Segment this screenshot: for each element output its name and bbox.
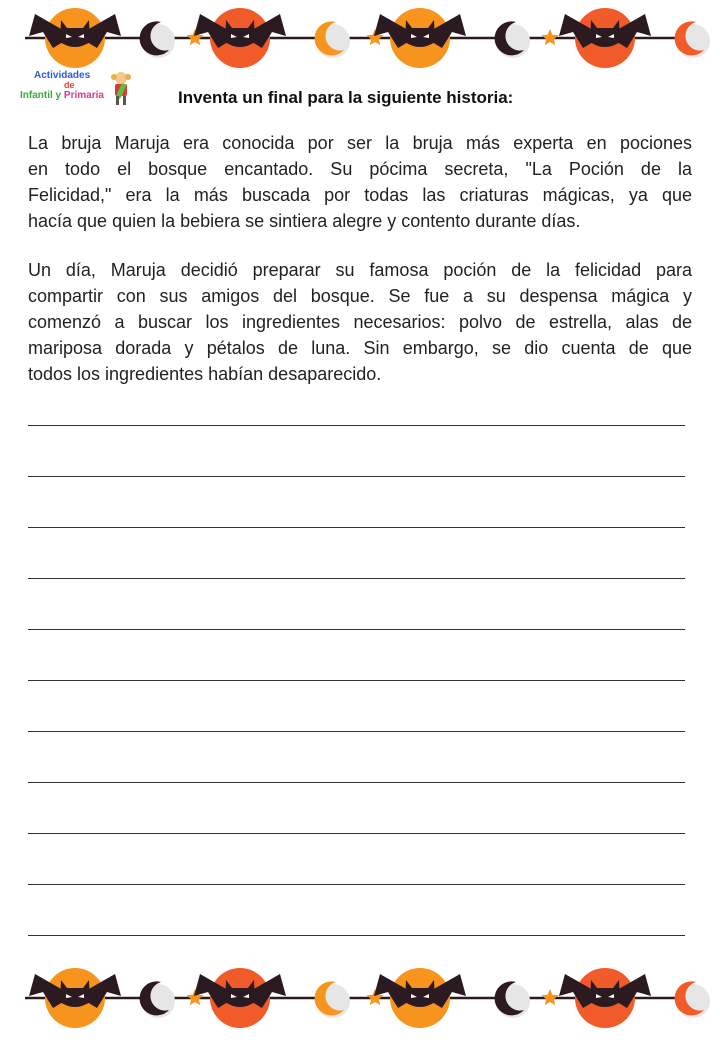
answer-line [28,680,685,681]
halloween-garland-bottom [0,960,720,1040]
crescent-moon-icon [140,21,175,58]
halloween-garland-top [0,0,720,80]
story-paragraph-2 [28,257,692,387]
answer-line [28,833,685,834]
logo-text-1: Actividades [34,70,91,81]
story-paragraph-1 [28,130,692,234]
answer-line [28,476,685,477]
story-line: comenzó a buscar los ingredientes necesarios: polvo de estrella, alas de [28,312,692,332]
answer-line [28,425,685,426]
crescent-moon-icon [675,21,710,58]
crescent-moon-icon [495,981,530,1018]
page-title: Inventa un final para la siguiente historia: [178,88,514,107]
answer-line [28,527,685,528]
answer-line [28,935,685,936]
logo-text-3: Infantil y Primaria [20,90,104,101]
crescent-moon-icon [315,981,350,1018]
answer-line [28,782,685,783]
answer-line [28,731,685,732]
answer-line [28,629,685,630]
story-line: hacía que quien la bebiera se sintiera alegre y contento durante días. [28,211,581,231]
crescent-moon-icon [675,981,710,1018]
star-icon [541,29,558,45]
answer-line [28,884,685,885]
story-line: compartir con sus amigos del bosque. Se fue a su despensa mágica y [28,286,692,306]
crescent-moon-icon [315,21,350,58]
crescent-moon-icon [140,981,175,1018]
logo-text-2: de [64,80,75,90]
child-mascot-icon [108,70,134,106]
story-line: Un día, Maruja decidió preparar su famosa poción de la felicidad para [28,260,692,280]
story-line: La bruja Maruja era conocida por ser la bruja más experta en pociones [28,133,692,153]
crescent-moon-icon [495,21,530,58]
story-line: mariposa dorada y pétalos de luna. Sin embargo, se dio cuenta de que [28,338,692,358]
story-line: en todo el bosque encantado. Su pócima secreta, "La Poción de la [28,159,692,179]
answer-line [28,578,685,579]
star-icon [541,989,558,1005]
story-line: todos los ingredientes habían desaparecido. [28,364,382,384]
story-line: Felicidad," era la más buscada por todas las criaturas mágicas, ya que [28,185,692,205]
